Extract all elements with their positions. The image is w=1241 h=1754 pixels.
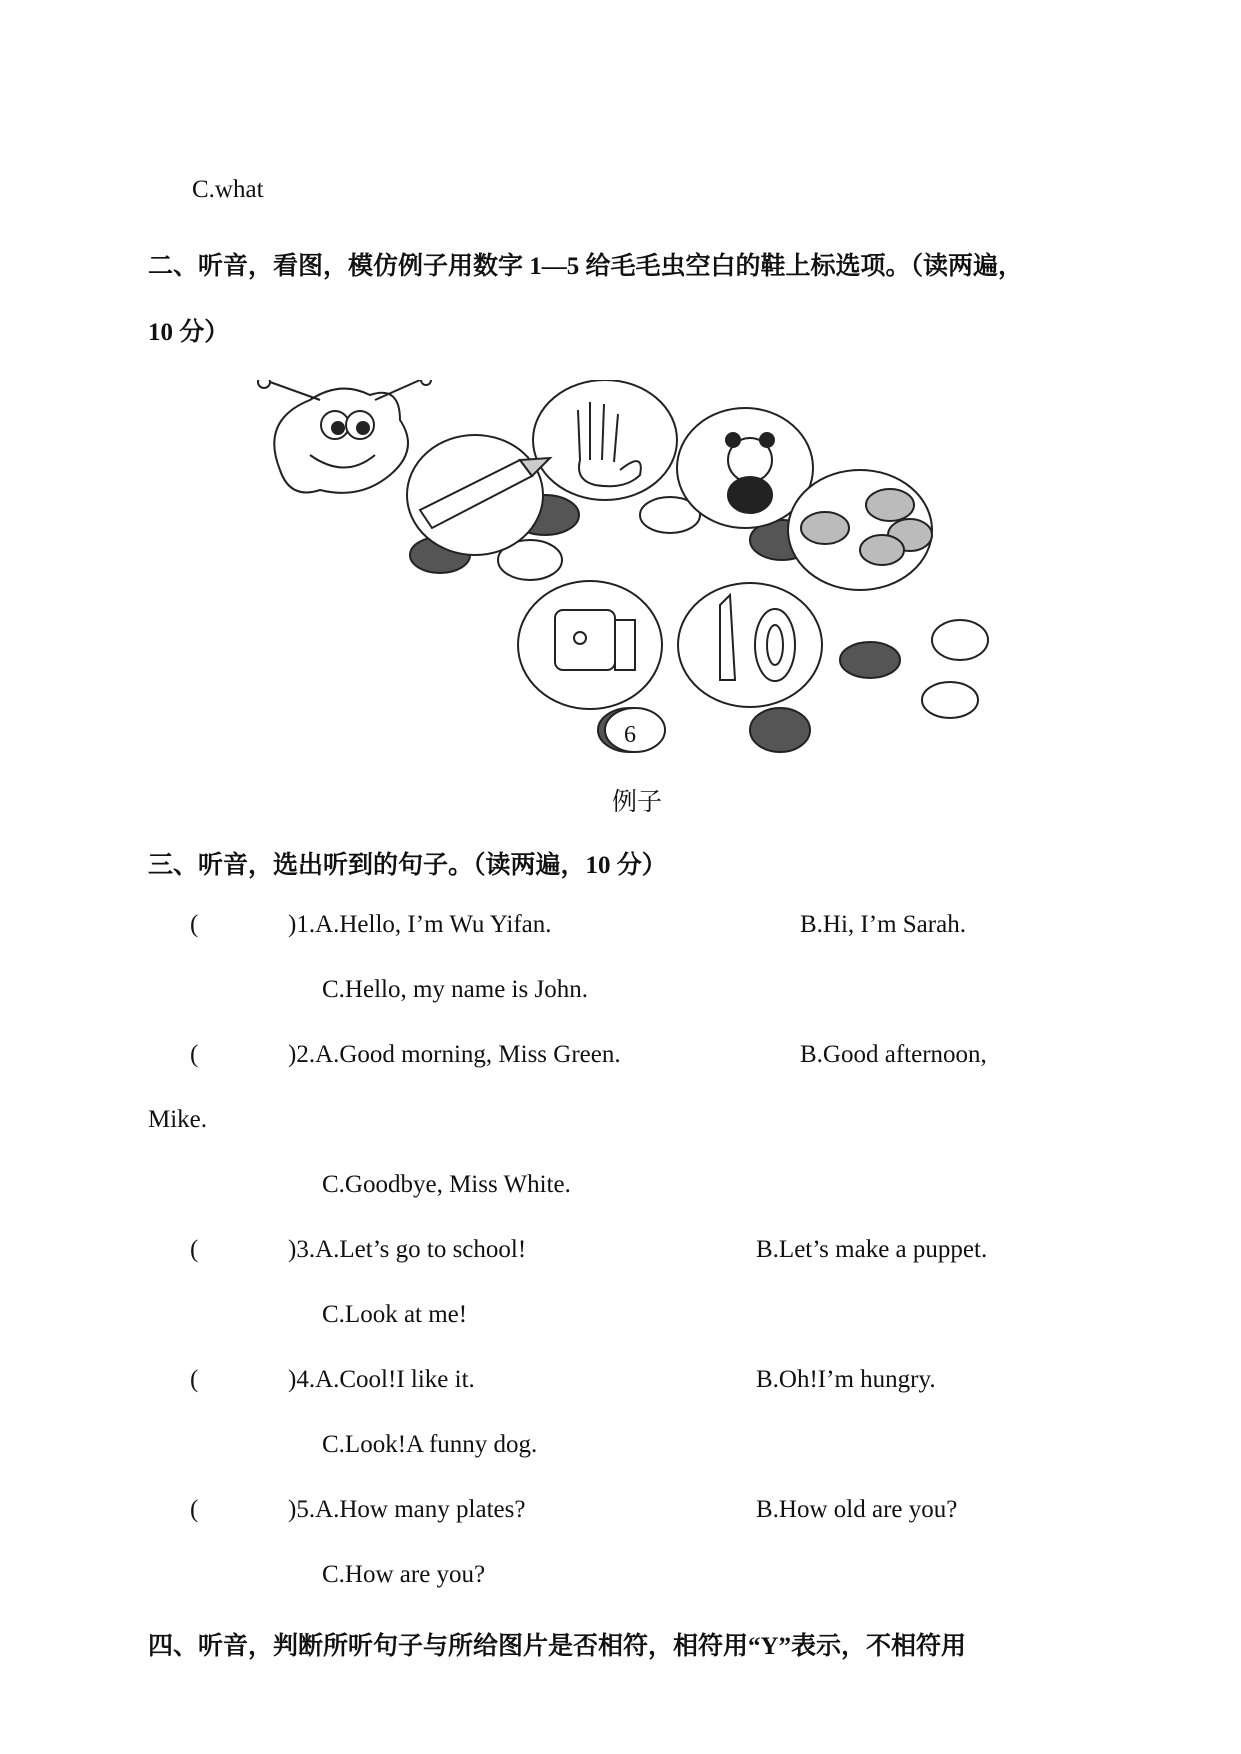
section2-title-line2: 10 分） [148, 319, 230, 346]
answer-paren[interactable]: ( [190, 1366, 199, 1393]
panda-icon [726, 433, 774, 513]
caterpillar-illustration [250, 380, 1000, 760]
answer-paren[interactable]: ( [190, 1236, 199, 1263]
section2-title-line1: 二、听音，看图，模仿例子用数字 1—5 给毛毛虫空白的鞋上标选项。（读两遍， [148, 253, 1024, 280]
caterpillar-shoe [750, 708, 810, 752]
example-number: 6 [624, 722, 636, 748]
option-a: )4.A.Cool!I like it. [288, 1366, 475, 1393]
answer-paren[interactable]: ( [190, 911, 199, 938]
option-b: B.How old are you? [756, 1496, 958, 1523]
section4-title: 四、听音，判断所听句子与所给图片是否相符，相符用“Y”表示，不相符用 [148, 1633, 967, 1660]
section3-title: 三、听音，选出听到的句子。（读两遍，10 分） [148, 852, 667, 879]
caterpillar-shoe [840, 642, 900, 678]
numbers-circle [678, 583, 822, 707]
option-b: B.Hi, I’m Sarah. [800, 911, 966, 938]
caterpillar-shoe [932, 620, 988, 660]
option-a: )1.A.Hello, I’m Wu Yifan. [288, 911, 552, 938]
option-c: C.Look!A funny dog. [322, 1431, 538, 1458]
option-b: B.Oh!I’m hungry. [756, 1366, 936, 1393]
option-b: B.Let’s make a puppet. [756, 1236, 988, 1263]
top-option-c: C.what [192, 176, 264, 203]
option-c: C.How are you? [322, 1561, 486, 1588]
option-a: )5.A.How many plates? [288, 1496, 526, 1523]
schoolbag-icon [555, 610, 635, 670]
answer-paren[interactable]: ( [190, 1041, 199, 1068]
caterpillar-head [274, 389, 408, 493]
example-caption: 例子 [612, 789, 663, 816]
option-a: )2.A.Good morning, Miss Green. [288, 1041, 621, 1068]
option-c: C.Look at me! [322, 1301, 468, 1328]
answer-paren[interactable]: ( [190, 1496, 199, 1523]
option-c: C.Hello, my name is John. [322, 976, 588, 1003]
option-a: )3.A.Let’s go to school! [288, 1236, 527, 1263]
option-c: C.Goodbye, Miss White. [322, 1171, 571, 1198]
option-b-continued: Mike. [148, 1106, 208, 1133]
option-b: B.Good afternoon, [800, 1041, 987, 1068]
caterpillar-shoe [922, 682, 978, 718]
